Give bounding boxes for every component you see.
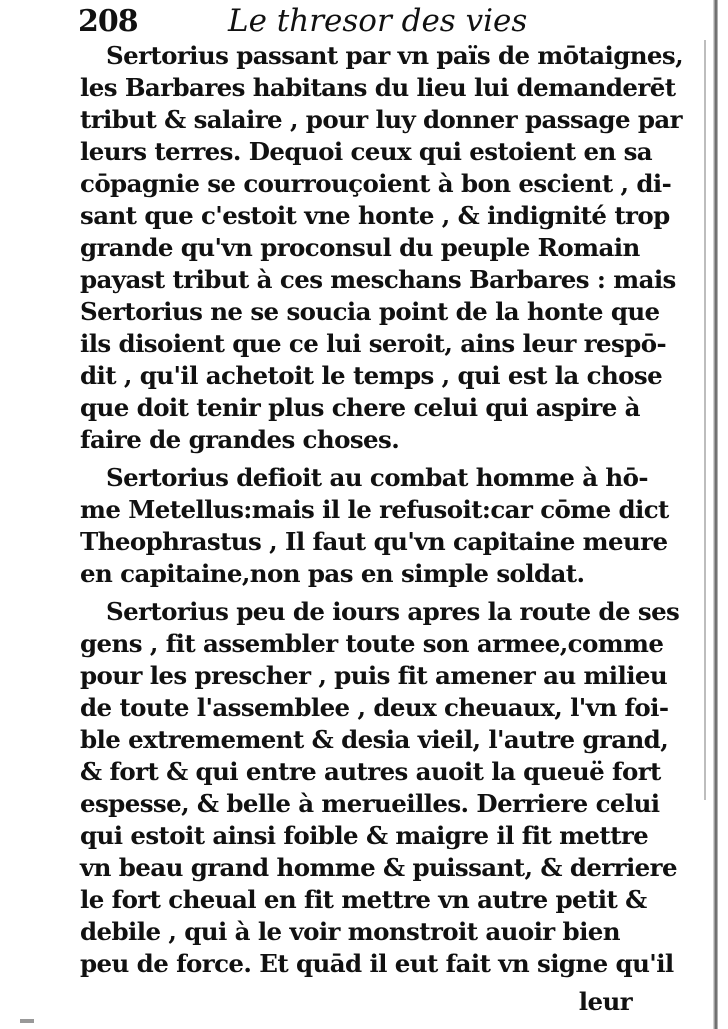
text-line: me Metellus:mais il le refusoit:car cōme dict	[80, 495, 669, 524]
page-edge-line	[704, 40, 706, 800]
text-line: payast tribut à ces meschans Barbares : mais	[80, 265, 676, 294]
text-line: peu de force. Et quād il eut fait vn signe qu'il	[80, 949, 674, 978]
page-number: 208	[78, 4, 138, 39]
text-line: Theophrastus , Il faut qu'vn capitaine meure	[80, 527, 668, 556]
text-line: pour les prescher , puis fit amener au milieu	[80, 661, 668, 690]
text-line: en capitaine,non pas en simple soldat.	[80, 559, 585, 588]
text-line: faire de grandes choses.	[80, 425, 400, 454]
text-line: debile , qui à le voir monstroit auoir bien	[80, 917, 620, 946]
scan-mark	[20, 1019, 34, 1023]
paragraph-2	[80, 462, 669, 590]
paragraph-1	[80, 40, 684, 456]
running-title: Le thresor des vies	[228, 3, 528, 39]
catchword: leur	[578, 987, 632, 1016]
text-line: & fort & qui entre autres auoit la queuë fort	[80, 757, 661, 786]
text-line: Sertorius defioit au combat homme à hō-	[106, 463, 648, 492]
text-line: de toute l'assemblee , deux cheuaux, l'vn foi-	[80, 693, 669, 722]
text-line: ble extremement & desia vieil, l'autre grand,	[80, 725, 669, 754]
text-line: le fort cheual en fit mettre vn autre petit &	[80, 885, 647, 914]
text-line: Sertorius passant par vn païs de mōtaignes,	[106, 41, 684, 70]
text-line: espesse, & belle à merueilles. Derriere celui	[80, 789, 660, 818]
text-line: Sertorius ne se soucia point de la honte que	[80, 297, 660, 326]
paragraph-3	[80, 596, 680, 980]
text-line: ils disoient que ce lui seroit, ains leur respō-	[80, 329, 667, 358]
text-line: vn beau grand homme & puissant, & derriere	[80, 853, 677, 882]
text-line: que doit tenir plus chere celui qui aspire à	[80, 393, 640, 422]
text-line: cōpagnie se courrouçoient à bon escient , di-	[80, 169, 672, 198]
text-line: qui estoit ainsi foible & maigre il fit mettre	[80, 821, 649, 850]
text-line: les Barbares habitans du lieu lui demanderēt	[80, 73, 676, 102]
text-line: tribut & salaire , pour luy donner passage par	[80, 105, 682, 134]
body-text	[80, 40, 684, 1018]
text-line: sant que c'estoit vne honte , & indignité trop	[80, 201, 670, 230]
text-line: leurs terres. Dequoi ceux qui estoient en sa	[80, 137, 653, 166]
text-line: Sertorius peu de iours apres la route de ses	[106, 597, 680, 626]
text-line: gens , fit assembler toute son armee,comme	[80, 629, 664, 658]
page-edge-shadow	[713, 0, 718, 1029]
text-line: dit , qu'il achetoit le temps , qui est la chose	[80, 361, 663, 390]
text-line: grande qu'vn proconsul du peuple Romain	[80, 233, 640, 262]
page-header	[78, 0, 638, 44]
